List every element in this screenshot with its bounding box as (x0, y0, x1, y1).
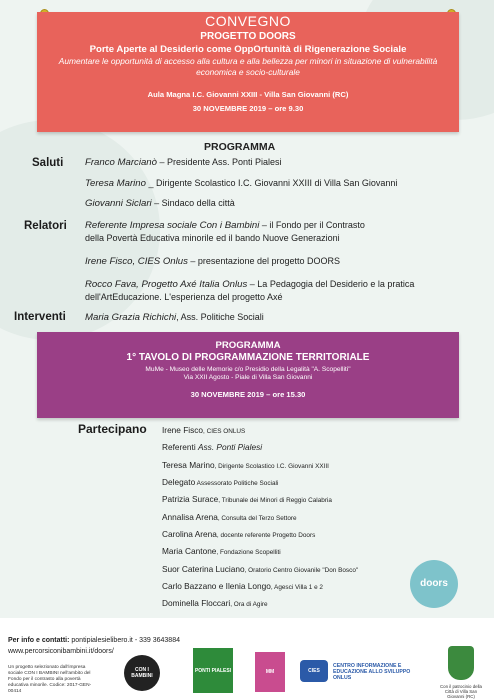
participant-item (162, 494, 332, 504)
speaker-name: Franco Marcianò (85, 157, 157, 168)
saluti-label: Saluti (32, 157, 64, 169)
participant-item (162, 546, 281, 556)
cies-logo-text: CENTRO INFORMAZIONE E EDUCAZIONE ALLO SVILUPPO ONLUS (333, 663, 411, 681)
participant-name: Referenti (162, 442, 198, 452)
relatori-item (85, 220, 365, 243)
speaker-role-continued: della Povertà Educativa minorile ed il bando Nuove Generazioni (85, 233, 340, 243)
participant-role: , Fondazione Scopelliti (216, 549, 281, 556)
conference-header-card (37, 12, 459, 132)
programma-heading: PROGRAMMA (204, 141, 276, 153)
workshop-date: 30 NOVEMBRE 2019 – ore 15.30 (190, 390, 306, 399)
workshop-address: Via XXII Agosto - Piale di Villa San Giovanni (183, 374, 313, 381)
participant-name: Irene Fisco (162, 425, 204, 435)
participant-item (162, 512, 297, 522)
participant-item (162, 442, 262, 452)
participant-name: Patrizia Surace (162, 494, 219, 504)
convegno-label: CONVEGNO (205, 13, 291, 29)
participant-name: Delegato (162, 477, 196, 487)
relatori-item (85, 256, 340, 267)
participant-name: Teresa Marino (162, 460, 215, 470)
participant-name: Carlo Bazzano e Ilenia Longo (162, 581, 271, 591)
workshop-programma-heading: PROGRAMMA (215, 340, 281, 351)
speaker-role: – Presidente Ass. Ponti Pialesi (156, 157, 282, 167)
participant-role: , Tribunale dei Minori di Reggio Calabria (218, 497, 332, 504)
participant-name: Maria Cantone (162, 546, 217, 556)
doors-logo: doors (410, 560, 458, 608)
saluti-item (85, 157, 282, 168)
participant-role: , docente referente Progetto Doors (216, 532, 316, 539)
conference-title: Porte Aperte al Desiderio come OppOrtunità di Rigenerazione Sociale (89, 44, 407, 55)
workshop-title: 1° TAVOLO DI PROGRAMMAZIONE TERRITORIALE (126, 352, 370, 363)
conference-date: 30 NOVEMBRE 2019 – ore 9.30 (192, 104, 304, 113)
speaker-name: Giovanni Siclari (85, 198, 152, 209)
speaker-name: Referente Impresa sociale Con i Bambini (85, 220, 260, 231)
con-i-bambini-logo: CON I BAMBINI (124, 655, 160, 691)
participant-org: Ass. Ponti Pialesi (197, 442, 263, 452)
comune-patrocinio-text: Con il patrocinio della Città di Villa San Giovanni (RC) (440, 684, 482, 699)
workshop-venue: MuMe - Museo delle Memorie c/o Presidio della Legalità "A. Scopelliti" (145, 366, 351, 373)
speaker-role: – La Pedagogia del Desiderio e la pratica (247, 279, 415, 289)
speaker-role: – presentazione del progetto DOORS (187, 256, 340, 266)
workshop-header-card (37, 332, 459, 418)
participant-item (162, 598, 268, 608)
speaker-role: – il Fondo per il Contrasto (259, 220, 365, 230)
contact-info (8, 637, 180, 644)
participant-name: Annalisa Arena (162, 512, 218, 522)
project-name: PROGETTO DOORS (200, 31, 296, 42)
speaker-name: Irene Fisco, CIES Onlus (85, 256, 188, 267)
ponti-pialesi-logo: PONTI PIALESI (193, 648, 233, 693)
participant-item (162, 529, 315, 539)
comune-crest-icon (448, 646, 474, 680)
participant-role: , Dirigente Scolastico I.C. Giovanni XXIII (214, 463, 329, 470)
conference-venue: Aula Magna I.C. Giovanni XXIII - Villa San Giovanni (RC) (147, 90, 349, 99)
speaker-role: , Ass. Politiche Sociali (176, 312, 264, 322)
participant-name: Carolina Arena (162, 529, 217, 539)
participant-item (162, 425, 245, 435)
participant-item (162, 564, 358, 574)
relatori-label: Relatori (24, 220, 67, 232)
saluti-item (85, 178, 397, 189)
contact-label: Per info e contatti: (8, 637, 70, 644)
speaker-role-continued: dell'ArtEducazione. L'esperienza del progetto Axé (85, 292, 283, 302)
participant-role: , Oratorio Centro Giovanile "Don Bosco" (244, 567, 359, 574)
funding-note: Un progetto selezionato dall'impresa sociale CON I BAMBINI nell'ambito del Fondo per il contrasto alla povertà educativa minorile. Codice: 2017-GEN-00414 (8, 665, 92, 694)
participant-role: , Ora di Agire (230, 601, 268, 608)
participant-item (162, 477, 278, 487)
speaker-role: _ Dirigente Scolastico I.C. Giovanni XXIII di Villa San Giovanni (145, 178, 398, 188)
participant-role: , Consulta del Terzo Settore (217, 515, 297, 522)
speaker-role: – Sindaco della città (151, 198, 235, 208)
participant-name: Dominella Floccari (162, 598, 231, 608)
participant-role: Assessorato Politiche Sociali (195, 480, 279, 487)
interventi-label: Interventi (14, 311, 66, 323)
speaker-name: Rocco Fava, Progetto Axé Italia Onlus (85, 279, 248, 290)
participant-item (162, 581, 323, 591)
contact-value: pontipialesielibero.it - 339 3643884 (69, 637, 180, 644)
interventi-item (85, 312, 264, 323)
participant-role: , Agesci Villa 1 e 2 (270, 584, 323, 591)
participant-item (162, 460, 329, 470)
speaker-name: Maria Grazia Richichi (85, 312, 177, 323)
speaker-name: Teresa Marino (85, 178, 146, 189)
relatori-item (85, 279, 414, 302)
mume-logo: MM (255, 652, 285, 692)
partecipano-label: Partecipano (78, 422, 147, 436)
participant-role: , CIES ONLUS (203, 428, 246, 435)
saluti-item (85, 198, 235, 209)
participant-name: Suor Caterina Luciano (162, 564, 245, 574)
conference-subtitle: Aumentare le opportunità di accesso alla cultura e alla bellezza per minori in situazione di vulnerabilità economica e socio-culturale (58, 56, 438, 77)
project-url[interactable]: www.percorsiconibambini.it/doors/ (8, 648, 114, 655)
cies-logo: CIES (300, 660, 328, 682)
